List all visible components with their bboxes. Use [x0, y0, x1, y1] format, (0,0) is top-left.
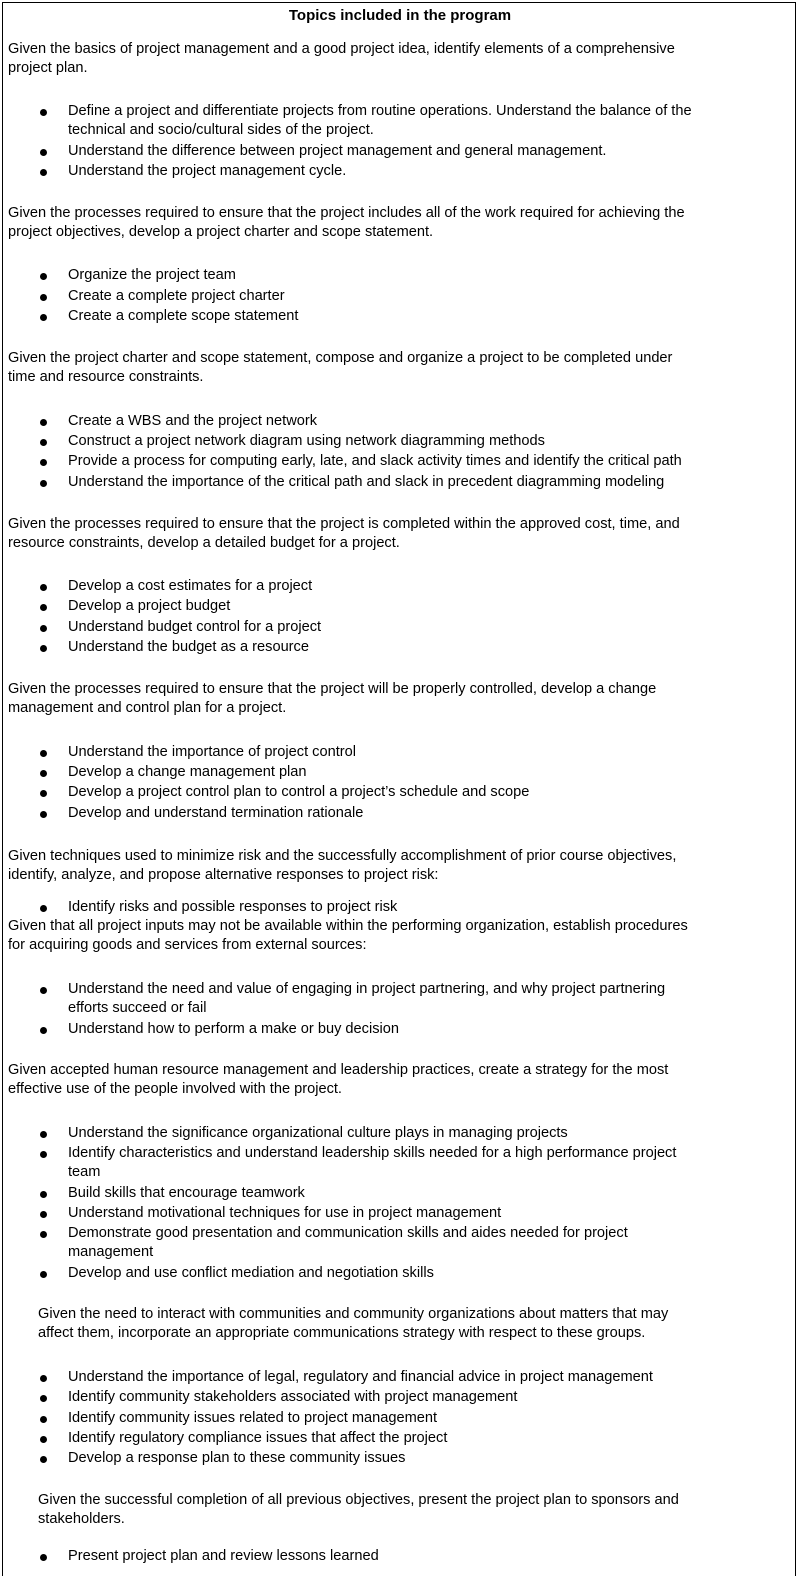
section-intro: Given the successful completion of all previous objectives, present the project plan to sponsors and — [38, 1492, 679, 1508]
bullet-icon — [40, 1395, 47, 1402]
bullet-icon — [40, 1456, 47, 1463]
section-intro: stakeholders. — [38, 1511, 125, 1528]
bullet-item: efforts succeed or fail — [68, 1000, 207, 1017]
bullet-icon — [40, 1271, 47, 1278]
bullet-item: Develop and understand termination rationale — [68, 805, 364, 821]
bullet-icon — [40, 439, 47, 446]
bullet-icon — [40, 1027, 47, 1034]
bullet-icon — [40, 314, 47, 321]
bullet-item: Develop and use conflict mediation and negotiation skills — [68, 1265, 434, 1281]
bullet-item: management — [68, 1244, 154, 1261]
section-intro: identify, analyze, and propose alternative responses to project risk: — [8, 867, 439, 884]
bullet-item: Identify risks and possible responses to project risk — [68, 899, 398, 915]
bullet-item: Understand the importance of project control — [68, 744, 356, 760]
section-intro: Given techniques used to minimize risk and the successfully accomplishment of prior course objectives, — [8, 848, 677, 864]
bullet-icon — [40, 1211, 47, 1218]
bullet-item: Identify characteristics and understand leadership skills needed for a high performance project — [68, 1145, 677, 1161]
bullet-item: Understand the need and value of engaging in project partnering, and why project partnering — [68, 981, 666, 997]
bullet-item: Develop a change management plan — [68, 764, 307, 780]
section-intro: project objectives, develop a project charter and scope statement. — [8, 224, 434, 241]
bullet-icon — [40, 584, 47, 591]
section-intro: Given the processes required to ensure that the project is completed within the approved cost, time, and — [8, 516, 680, 532]
bullet-item: Identify community stakeholders associated with project management — [68, 1389, 518, 1405]
bullet-item: technical and socio/cultural sides of the project. — [68, 122, 374, 139]
bullet-icon — [40, 109, 47, 116]
bullet-icon — [40, 294, 47, 301]
bullet-item: Understand motivational techniques for use in project management — [68, 1205, 502, 1221]
bullet-icon — [40, 604, 47, 611]
bullet-icon — [40, 419, 47, 426]
bullet-item: Develop a project budget — [68, 598, 231, 614]
bullet-item: Demonstrate good presentation and communication skills and aides needed for project — [68, 1225, 628, 1241]
bullet-item: Create a complete scope statement — [68, 308, 299, 324]
bullet-icon — [40, 480, 47, 487]
bullet-icon — [40, 169, 47, 176]
bullet-icon — [40, 149, 47, 156]
section-intro: Given the project charter and scope statement, compose and organize a project to be completed under — [8, 350, 673, 366]
section-intro: Given the processes required to ensure that the project will be properly controlled, develop a change — [8, 681, 657, 697]
section-intro: effective use of the people involved with the project. — [8, 1081, 342, 1098]
section-intro: affect them, incorporate an appropriate communications strategy with respect to these groups. — [38, 1325, 646, 1342]
bullet-item: Develop a response plan to these community issues — [68, 1450, 406, 1466]
bullet-item: Understand the importance of legal, regulatory and financial advice in project management — [68, 1369, 653, 1385]
section-intro: Given the basics of project management and a good project idea, identify elements of a comprehensive — [8, 41, 675, 57]
bullet-icon — [40, 459, 47, 466]
bullet-item: Identify community issues related to project management — [68, 1410, 438, 1426]
section-intro: for acquiring goods and services from external sources: — [8, 937, 367, 954]
bullet-item: Develop a cost estimates for a project — [68, 578, 313, 594]
bullet-item: Organize the project team — [68, 267, 236, 283]
bullet-item: Construct a project network diagram using network diagramming methods — [68, 433, 545, 449]
bullet-icon — [40, 1554, 47, 1561]
bullet-icon — [40, 625, 47, 632]
bullet-icon — [40, 750, 47, 757]
section-intro: management and control plan for a project. — [8, 700, 287, 717]
bullet-icon — [40, 1375, 47, 1382]
section-intro: Given the need to interact with communities and community organizations about matters that may — [38, 1306, 669, 1322]
section-intro: Given the processes required to ensure that the project includes all of the work required for achieving the — [8, 205, 685, 221]
bullet-item: Understand the difference between project management and general management. — [68, 143, 607, 159]
bullet-item: team — [68, 1164, 101, 1181]
bullet-item: Understand the significance organizational culture plays in managing projects — [68, 1125, 568, 1141]
section-intro: resource constraints, develop a detailed budget for a project. — [8, 535, 400, 552]
section-intro: time and resource constraints. — [8, 369, 204, 386]
bullet-item: Identify regulatory compliance issues that affect the project — [68, 1430, 448, 1446]
bullet-item: Develop a project control plan to control a project’s schedule and scope — [68, 784, 530, 800]
section-intro: Given accepted human resource management and leadership practices, create a strategy for the most — [8, 1062, 669, 1078]
bullet-item: Understand the project management cycle. — [68, 163, 347, 179]
bullet-item: Understand budget control for a project — [68, 619, 322, 635]
page-title: Topics included in the program — [288, 7, 512, 24]
bullet-icon — [40, 790, 47, 797]
bullet-icon — [40, 1436, 47, 1443]
bullet-icon — [40, 770, 47, 777]
bullet-icon — [40, 1191, 47, 1198]
bullet-icon — [40, 811, 47, 818]
bullet-icon — [40, 273, 47, 280]
bullet-icon — [40, 1131, 47, 1138]
bullet-item: Present project plan and review lessons learned — [68, 1548, 379, 1564]
bullet-item: Understand the budget as a resource — [68, 639, 309, 655]
bullet-item: Provide a process for computing early, late, and slack activity times and identify the critical path — [68, 453, 682, 469]
bullet-item: Build skills that encourage teamwork — [68, 1185, 305, 1201]
bullet-item: Understand how to perform a make or buy decision — [68, 1021, 399, 1037]
bullet-item: Understand the importance of the critical path and slack in precedent diagramming modeling — [68, 474, 665, 490]
bullet-icon — [40, 1231, 47, 1238]
section-intro: project plan. — [8, 60, 88, 77]
bullet-icon — [40, 645, 47, 652]
bullet-icon — [40, 987, 47, 994]
bullet-item: Create a complete project charter — [68, 288, 285, 304]
bullet-icon — [40, 1416, 47, 1423]
bullet-item: Create a WBS and the project network — [68, 413, 318, 429]
bullet-item: Define a project and differentiate projects from routine operations. Understand the balance of the — [68, 103, 692, 119]
bullet-icon — [40, 1151, 47, 1158]
bullet-icon — [40, 905, 47, 912]
section-intro: Given that all project inputs may not be available within the performing organization, establish procedures — [8, 918, 688, 934]
